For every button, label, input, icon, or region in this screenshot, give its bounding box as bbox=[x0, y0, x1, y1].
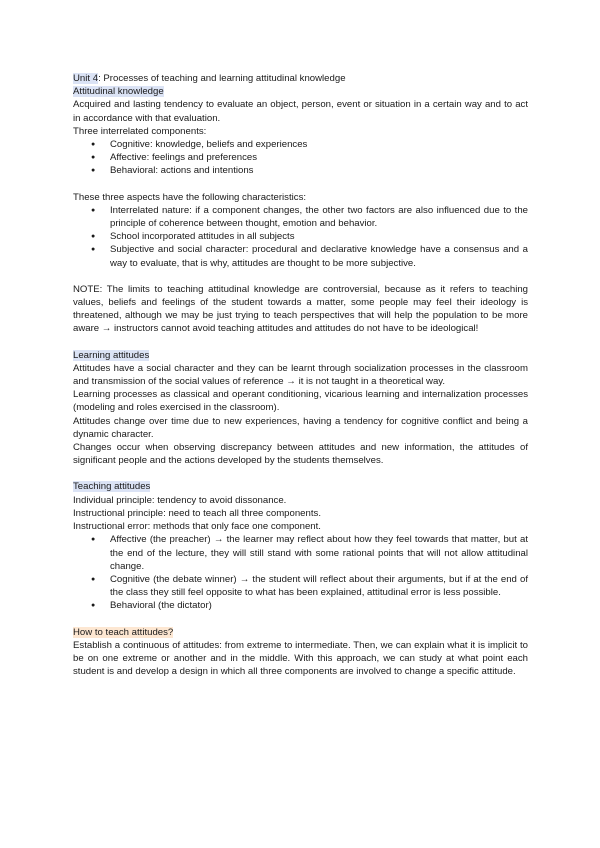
learning-paragraph: Changes occur when observing discrepancy between attitudes and new information, the attitudes of significant people and the actions developed by the students themselves. bbox=[73, 442, 528, 467]
list-item: ● Behavioral (the dictator) bbox=[73, 599, 528, 612]
components-list bbox=[73, 138, 528, 178]
principle-line: Instructional error: methods that only face one component. bbox=[73, 521, 321, 533]
document-content bbox=[73, 72, 528, 678]
page-title bbox=[73, 72, 528, 85]
list-item: ● Affective: feelings and preferences bbox=[73, 151, 528, 164]
how-to-teach-paragraph: Establish a continuous of attitudes: from extreme to intermediate. Then, we can explain what it is implicit to be on one extreme or another and in the middle. With this approach, we can study at what point each student is and develop a design in which all three components are involved to change a specific attitude. bbox=[73, 639, 528, 678]
note-paragraph: NOTE: The limits to teaching attitudinal knowledge are controversial, because as it refers to teaching values, beliefs and feelings of the student towards a matter, some people may feel their ideology is threatened, although we may be just trying to teach perspectives that will help the population to be more aware → instructors cannot avoid teaching attitudes and attitudes do not have to be ideological! bbox=[73, 283, 528, 335]
principle-line: Instructional principle: need to teach all three components. bbox=[73, 507, 321, 519]
list-item: ● Subjective and social character: procedural and declarative knowledge have a consensus and a way to evaluate, that is why, attitudes are thought to be more subjective. bbox=[73, 243, 528, 269]
characteristics-list bbox=[73, 204, 528, 270]
teaching-methods-list bbox=[73, 533, 528, 612]
section-heading-learning-attitudes: Learning attitudes bbox=[73, 349, 150, 361]
learning-paragraph: Attitudes change over time due to new experiences, having a tendency for cognitive conflict and being a dynamic character. bbox=[73, 415, 528, 440]
list-item: ● Cognitive: knowledge, beliefs and experiences bbox=[73, 138, 528, 151]
definition-paragraph: Acquired and lasting tendency to evaluate an object, person, event or situation in a certain way and to act in accordance with that evaluation. bbox=[73, 99, 528, 124]
list-item: ● Interrelated nature: if a component changes, the other two factors are also influenced due to the principle of coherence between thought, emotion and behavior. bbox=[73, 204, 528, 230]
title-text: : Processes of teaching and learning attitudinal knowledge bbox=[98, 73, 346, 84]
components-intro: Three interrelated components: bbox=[73, 125, 207, 137]
spacer bbox=[73, 178, 528, 191]
list-item: ● School incorporated attitudes in all subjects bbox=[73, 230, 528, 243]
characteristics-intro: These three aspects have the following characteristics: bbox=[73, 191, 307, 203]
spacer bbox=[73, 613, 528, 626]
section-heading-teaching-attitudes: Teaching attitudes bbox=[73, 481, 151, 493]
spacer bbox=[73, 467, 528, 480]
list-item: ● Cognitive (the debate winner) → the student will reflect about their arguments, but if at the end of the class they still feel opposite to what has been explained, attitudinal error is less possible. bbox=[73, 573, 528, 599]
section-heading-how-to-teach: How to teach attitudes? bbox=[73, 626, 174, 638]
spacer bbox=[73, 336, 528, 349]
list-item: ● Behavioral: actions and intentions bbox=[73, 164, 528, 177]
principle-line: Individual principle: tendency to avoid dissonance. bbox=[73, 494, 287, 506]
learning-paragraph: Attitudes have a social character and they can be learnt through socialization processes in the classroom and transmission of the social values of reference → it is not taught in a theoretical way. bbox=[73, 362, 528, 388]
spacer bbox=[73, 270, 528, 283]
section-heading-attitudinal-knowledge: Attitudinal knowledge bbox=[73, 86, 164, 98]
unit-label: Unit 4 bbox=[73, 73, 99, 84]
learning-paragraph: Learning processes as classical and operant conditioning, vicarious learning and internalization processes (modeling and roles exercised in the classroom). bbox=[73, 389, 528, 414]
list-item: ● Affective (the preacher) → the learner may reflect about how they feel towards that matter, but at the end of the lecture, they will still stand with some rational points that will not allow attitudinal change. bbox=[73, 533, 528, 573]
